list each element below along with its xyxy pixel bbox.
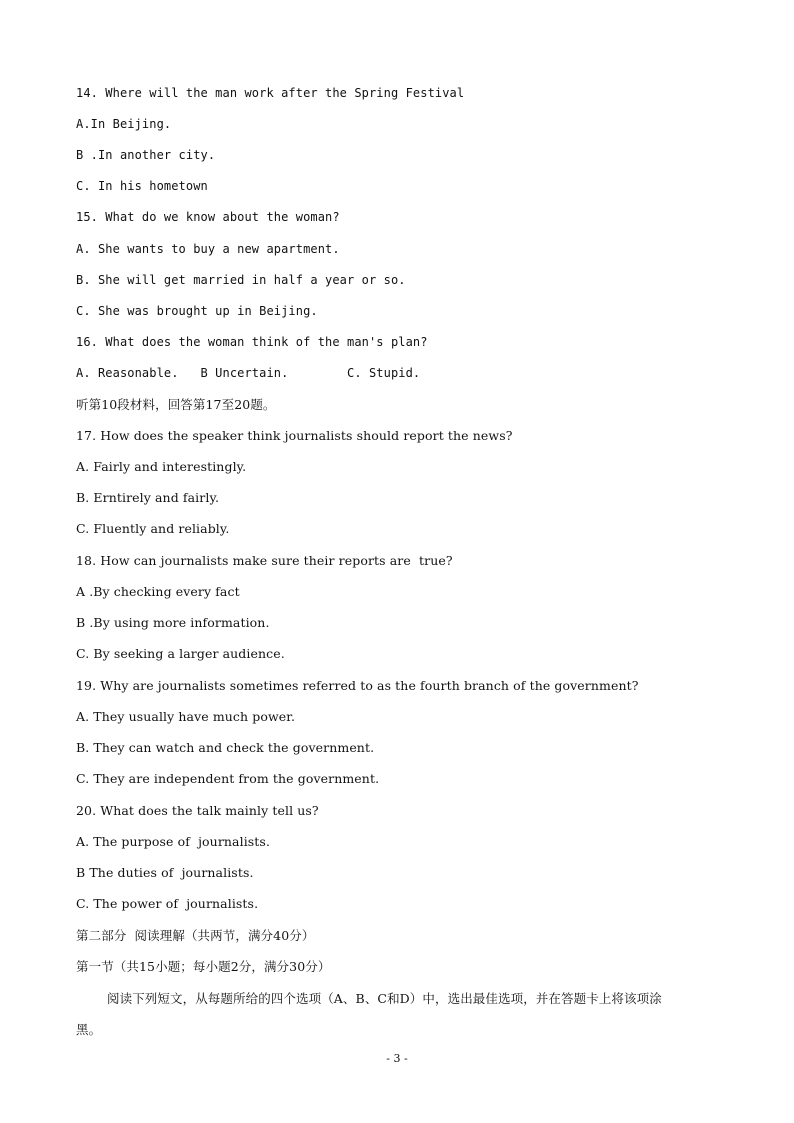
option-14c: C. In his hometown [76, 179, 208, 193]
reading-instruction-continued: 黑。 [76, 1022, 102, 1037]
option-17a: A. Fairly and interestingly. [76, 459, 247, 474]
reading-instruction: 阅读下列短文，从每题所给的四个选项（A、B、C和D）中，选出最佳选项，并在答题卡上将该项涂 [107, 991, 662, 1006]
option-18a: A .By checking every fact [76, 584, 240, 599]
option-20a: A. The purpose of journalists. [76, 834, 271, 849]
option-15b: B. She will get married in half a year or so. [76, 273, 406, 287]
question-16: 16. What does the woman think of the man's plan? [76, 335, 428, 349]
question-17: 17. How does the speaker think journalists should report the news? [76, 428, 513, 443]
option-18b: B .By using more information. [76, 615, 270, 630]
question-18: 18. How can journalists make sure their reports are true? [76, 553, 453, 568]
part-two-heading: 第二部分 阅读理解（共两节，满分40分） [76, 928, 315, 943]
option-17c: C. Fluently and reliably. [76, 521, 230, 536]
question-20: 20. What does the talk mainly tell us? [76, 803, 319, 818]
section-instruction-17-20: 听第10段材料，回答第17至20题。 [76, 397, 276, 412]
question-19: 19. Why are journalists sometimes referred to as the fourth branch of the government? [76, 678, 639, 693]
option-19a: A. They usually have much power. [76, 709, 296, 724]
option-20c: C. The power of journalists. [76, 896, 259, 911]
option-14a: A.In Beijing. [76, 117, 172, 131]
option-15c: C. She was brought up in Beijing. [76, 304, 318, 318]
options-16: A. Reasonable. B Uncertain. C. Stupid. [76, 366, 421, 380]
section-one-heading: 第一节（共15小题；每小题2分，满分30分） [76, 959, 331, 974]
option-14b: B .In another city. [76, 148, 216, 162]
option-18c: C. By seeking a larger audience. [76, 646, 285, 661]
option-20b: B The duties of journalists. [76, 865, 254, 880]
option-19c: C. They are independent from the government. [76, 771, 380, 786]
question-14: 14. Where will the man work after the Spring Festival [76, 86, 465, 100]
option-19b: B. They can watch and check the government. [76, 740, 375, 755]
option-17b: B. Erntirely and fairly. [76, 490, 220, 505]
option-15a: A. She wants to buy a new apartment. [76, 242, 340, 256]
page-number: - 3 - [386, 1052, 408, 1065]
question-15: 15. What do we know about the woman? [76, 210, 340, 224]
